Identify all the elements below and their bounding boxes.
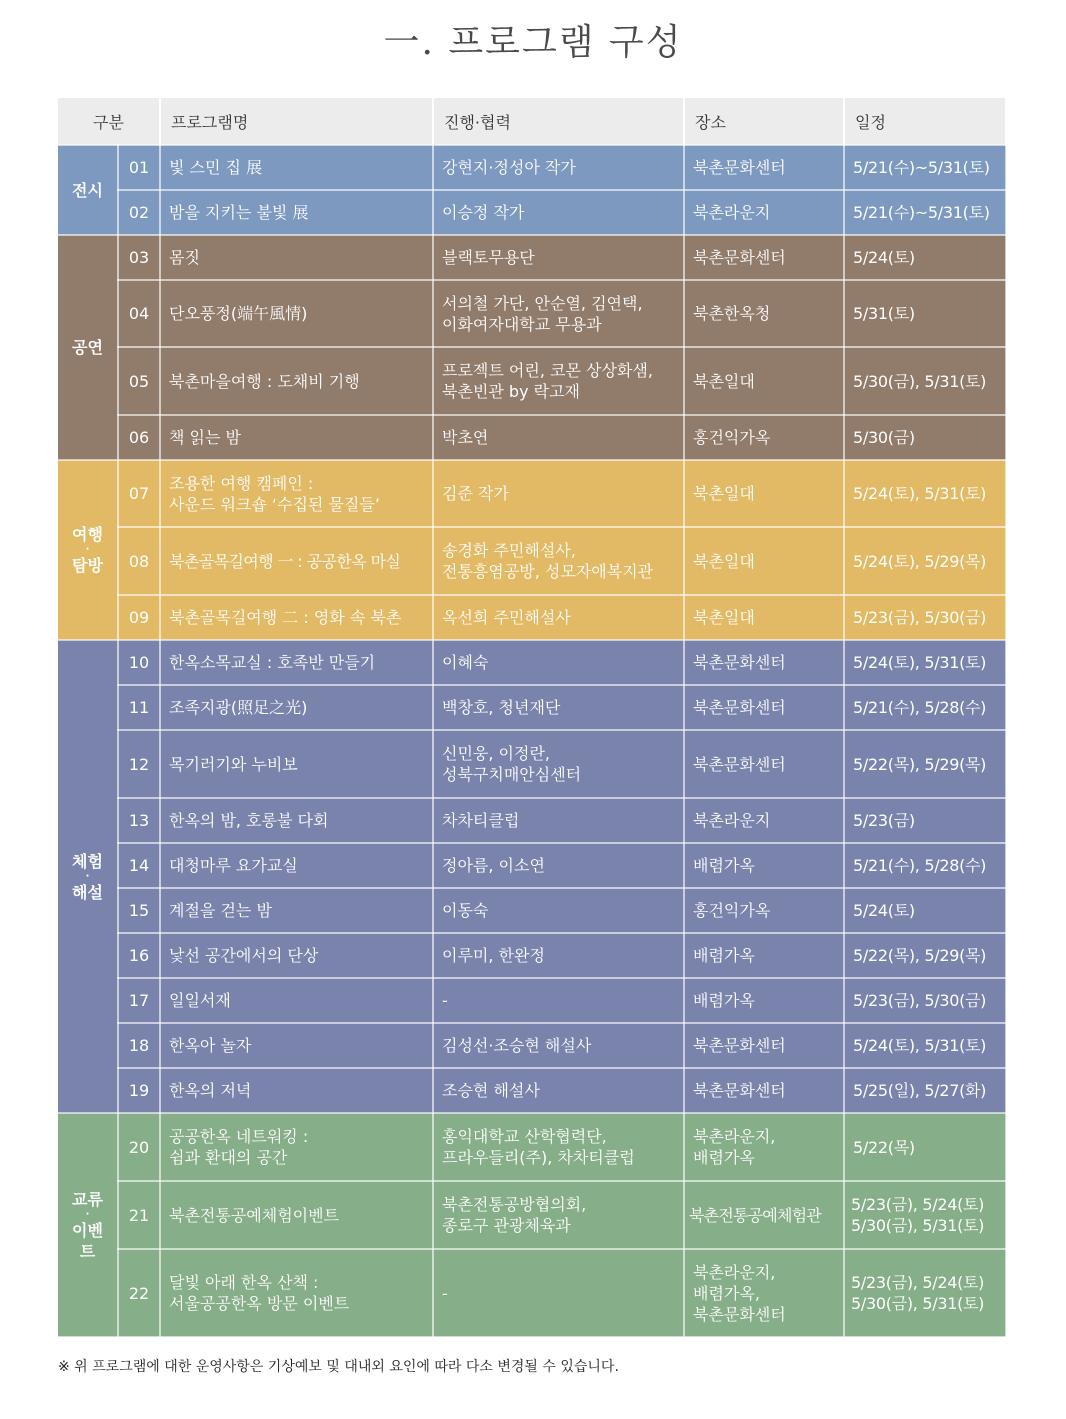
program-venue: 배렴가옥 [684,978,844,1023]
header-schedule: 일정 [844,98,1006,145]
row-number: 12 [118,730,160,798]
program-venue: 북촌라운지, 배렴가옥, 북촌문화센터 [684,1249,844,1337]
category-exhibit: 전시 [58,145,118,235]
row-number: 07 [118,460,160,527]
page-title: 一. 프로그램 구성 [383,22,683,63]
table-row [58,527,1006,595]
program-schedule: 5/21(수)~5/31(토) [844,145,1006,190]
row-number: 03 [118,235,160,280]
footnote: ※ 위 프로그램에 대한 운영사항은 기상예보 및 대내외 요인에 따라 다소 변경될 수 있습니다. [58,1359,619,1375]
header-venue: 장소 [684,98,844,145]
program-venue: 홍건익가옥 [684,415,844,460]
row-number: 21 [118,1181,160,1249]
table-row [58,1113,1006,1181]
program-schedule: 5/24(토) [844,888,1006,933]
table-row [58,460,1006,527]
program-schedule: 5/23(금), 5/24(토) 5/30(금), 5/31(토) [844,1181,1006,1249]
table-row [58,190,1006,235]
program-schedule: 5/23(금) [844,798,1006,843]
program-venue: 북촌문화센터 [684,1023,844,1068]
table-header-row [58,98,1006,145]
program-name: 한옥소목교실 : 호족반 만들기 [160,640,433,685]
program-host: 이혜숙 [433,640,684,685]
table-row [58,843,1006,888]
table-row [58,235,1006,280]
row-number: 14 [118,843,160,888]
program-table [58,98,1007,1338]
program-schedule: 5/22(목), 5/29(목) [844,730,1006,798]
table-row [58,1023,1006,1068]
row-number: 08 [118,527,160,595]
program-venue: 북촌문화센터 [684,1068,844,1113]
program-venue: 북촌한옥청 [684,280,844,347]
program-host: 프로젝트 어린, 코몬 상상화샘, 북촌빈관 by 락고재 [433,347,684,415]
table-row [58,730,1006,798]
program-name: 일일서재 [160,978,433,1023]
table-row [58,888,1006,933]
program-host: 백창호, 청년재단 [433,685,684,730]
table-row [58,1181,1006,1249]
category-travel: 여행 · 탐방 [58,460,118,640]
program-name: 빛 스민 집 展 [160,145,433,190]
row-number: 01 [118,145,160,190]
program-schedule: 5/22(목), 5/29(목) [844,933,1006,978]
program-name: 한옥아 놀자 [160,1023,433,1068]
program-name: 북촌골목길여행 一 : 공공한옥 마실 [160,527,433,595]
row-number: 17 [118,978,160,1023]
program-name: 공공한옥 네트워킹 : 쉼과 환대의 공간 [160,1113,433,1181]
table-row [58,145,1006,190]
program-host: 이동숙 [433,888,684,933]
program-schedule: 5/21(수)~5/31(토) [844,190,1006,235]
program-schedule: 5/30(금), 5/31(토) [844,347,1006,415]
program-host: 옥선희 주민해설사 [433,595,684,640]
program-name: 한옥의 저녁 [160,1068,433,1113]
program-name: 몸짓 [160,235,433,280]
program-name: 한옥의 밤, 호롱불 다회 [160,798,433,843]
table-row [58,685,1006,730]
row-number: 15 [118,888,160,933]
program-host: 신민웅, 이정란, 성북구치매안심센터 [433,730,684,798]
program-schedule: 5/21(수), 5/28(수) [844,685,1006,730]
row-number: 18 [118,1023,160,1068]
row-number: 13 [118,798,160,843]
program-name: 낯선 공간에서의 단상 [160,933,433,978]
program-venue: 북촌전통공예체험관 [684,1181,844,1249]
row-number: 20 [118,1113,160,1181]
program-venue: 북촌문화센터 [684,730,844,798]
program-schedule: 5/30(금) [844,415,1006,460]
program-venue: 북촌일대 [684,595,844,640]
program-host: 홍익대학교 산학협력단, 프라우들리(주), 차차티클럽 [433,1113,684,1181]
table-row [58,280,1006,347]
table-row [58,595,1006,640]
program-name: 단오풍정(端午風情) [160,280,433,347]
program-schedule: 5/23(금), 5/24(토) 5/30(금), 5/31(토) [844,1249,1006,1337]
program-venue: 북촌라운지, 배렴가옥 [684,1113,844,1181]
table-row [58,347,1006,415]
row-number: 16 [118,933,160,978]
program-venue: 북촌문화센터 [684,640,844,685]
program-host: 차차티클럽 [433,798,684,843]
category-exchange: 교류 · 이벤트 [58,1113,118,1337]
row-number: 19 [118,1068,160,1113]
table-row [58,415,1006,460]
row-number: 10 [118,640,160,685]
program-schedule: 5/24(토), 5/31(토) [844,640,1006,685]
program-schedule: 5/23(금), 5/30(금) [844,978,1006,1023]
program-venue: 북촌문화센터 [684,685,844,730]
program-schedule: 5/24(토), 5/29(목) [844,527,1006,595]
table-row [58,640,1006,685]
program-name: 조족지광(照足之光) [160,685,433,730]
table-row [58,1249,1006,1337]
program-host: 서의철 가단, 안순열, 김연택, 이화여자대학교 무용과 [433,280,684,347]
row-number: 09 [118,595,160,640]
program-name: 북촌골목길여행 二 : 영화 속 북촌 [160,595,433,640]
program-schedule: 5/25(일), 5/27(화) [844,1068,1006,1113]
program-host: - [433,978,684,1023]
table-row [58,978,1006,1023]
header-host: 진행·협력 [433,98,684,145]
program-venue: 북촌일대 [684,347,844,415]
row-number: 11 [118,685,160,730]
table-row [58,1068,1006,1113]
program-name: 조용한 여행 캠페인 : 사운드 워크숍 ‘수집된 물질들’ [160,460,433,527]
program-schedule: 5/22(목) [844,1113,1006,1181]
program-host: 정아름, 이소연 [433,843,684,888]
program-schedule: 5/24(토), 5/31(토) [844,460,1006,527]
category-performance: 공연 [58,235,118,460]
program-host: 송경화 주민해설사, 전통흥염공방, 성모자애복지관 [433,527,684,595]
row-number: 04 [118,280,160,347]
program-schedule: 5/31(토) [844,280,1006,347]
program-host: 박초연 [433,415,684,460]
program-name: 북촌마을여행 : 도채비 기행 [160,347,433,415]
program-host: 이루미, 한완정 [433,933,684,978]
program-name: 달빛 아래 한옥 산책 : 서울공공한옥 방문 이벤트 [160,1249,433,1337]
program-name: 목기러기와 누비보 [160,730,433,798]
program-host: 블랙토무용단 [433,235,684,280]
program-name: 계절을 걷는 밤 [160,888,433,933]
table-row [58,798,1006,843]
program-schedule: 5/21(수), 5/28(수) [844,843,1006,888]
program-host: 강현지·정성아 작가 [433,145,684,190]
program-host: 김성선·조승현 해설사 [433,1023,684,1068]
program-host: - [433,1249,684,1337]
program-schedule: 5/23(금), 5/30(금) [844,595,1006,640]
header-program: 프로그램명 [160,98,433,145]
program-name: 밤을 지키는 불빛 展 [160,190,433,235]
program-venue: 북촌라운지 [684,190,844,235]
category-experience: 체험 · 해설 [58,640,118,1113]
program-host: 이승정 작가 [433,190,684,235]
header-category: 구분 [58,98,160,145]
row-number: 05 [118,347,160,415]
program-venue: 배렴가옥 [684,843,844,888]
program-venue: 홍건익가옥 [684,888,844,933]
program-venue: 북촌문화센터 [684,145,844,190]
program-venue: 북촌일대 [684,460,844,527]
program-name: 북촌전통공예체험이벤트 [160,1181,433,1249]
table-row [58,933,1006,978]
program-name: 대청마루 요가교실 [160,843,433,888]
row-number: 06 [118,415,160,460]
program-schedule: 5/24(토), 5/31(토) [844,1023,1006,1068]
program-name: 책 읽는 밤 [160,415,433,460]
row-number: 22 [118,1249,160,1337]
program-host: 북촌전통공방협의회, 종로구 관광체육과 [433,1181,684,1249]
program-venue: 북촌라운지 [684,798,844,843]
program-venue: 배렴가옥 [684,933,844,978]
program-host: 조승현 해설사 [433,1068,684,1113]
program-schedule: 5/24(토) [844,235,1006,280]
program-host: 김준 작가 [433,460,684,527]
program-venue: 북촌일대 [684,527,844,595]
program-venue: 북촌문화센터 [684,235,844,280]
row-number: 02 [118,190,160,235]
